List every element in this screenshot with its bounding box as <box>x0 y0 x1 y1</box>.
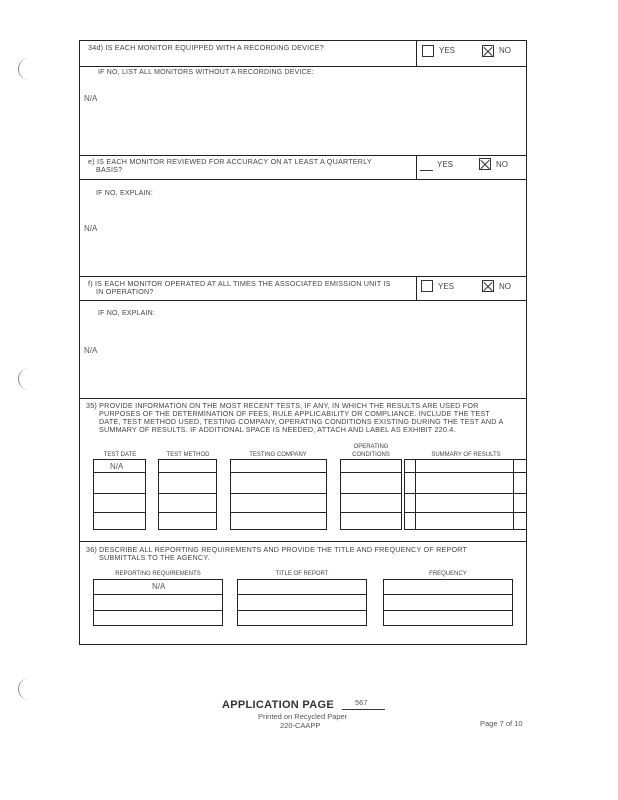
divider <box>79 300 527 301</box>
col-header-frequency: FREQUENCY <box>429 571 467 577</box>
col-header-operating-2: CONDITIONS <box>352 452 390 458</box>
q36-line2: SUBMITTALS TO THE AGENCY. <box>99 553 210 562</box>
divider <box>79 66 527 67</box>
reporting-requirements-cell[interactable]: N/A <box>152 582 166 591</box>
frequency-column <box>383 579 513 626</box>
divider <box>79 179 527 180</box>
q36-line1: 36) DESCRIBE ALL REPORTING REQUIREMENTS AND PROVIDE THE TITLE AND FREQUENCY OF REPORT <box>86 545 468 554</box>
title-of-report-column <box>237 579 367 626</box>
divider <box>415 459 416 530</box>
divider <box>79 541 527 542</box>
q34f-answer[interactable]: N/A <box>84 346 98 355</box>
col-header-summary: SUMMARY OF RESULTS <box>431 452 501 458</box>
q34f-question-line2: IN OPERATION? <box>96 287 154 296</box>
page-number-underline <box>342 709 385 710</box>
divider <box>416 40 417 67</box>
q35-line4: SUMMARY OF RESULTS. IF ADDITIONAL SPACE IS NEEDED, ATTACH AND LABEL AS EXHIBIT 220.4. <box>99 425 456 434</box>
binding-hole-mark <box>18 678 33 700</box>
q34d-no-checkbox[interactable] <box>482 45 494 57</box>
divider <box>79 155 527 156</box>
q34d-question: 34d) IS EACH MONITOR EQUIPPED WITH A RECORDING DEVICE? <box>88 43 324 52</box>
q34d-prompt: IF NO, LIST ALL MONITORS WITHOUT A RECORDING DEVICE: <box>98 69 314 76</box>
divider <box>513 459 514 530</box>
q34e-yes-label: YES <box>437 160 454 169</box>
q34f-prompt: IF NO, EXPLAIN: <box>98 310 156 317</box>
operating-conditions-column <box>340 459 402 530</box>
recycled-paper-note: Printed on Recycled Paper <box>258 712 348 721</box>
application-page-label: APPLICATION PAGE <box>222 699 334 711</box>
q35-line1: 35) PROVIDE INFORMATION ON THE MOST RECENT TESTS, IF ANY, IN WHICH THE RESULTS ARE USED FOR <box>86 401 479 410</box>
q34f-question-line1: f) IS EACH MONITOR OPERATED AT ALL TIMES THE ASSOCIATED EMISSION UNIT IS <box>88 279 391 288</box>
q34e-yes-checkbox[interactable] <box>420 170 433 171</box>
summary-column <box>404 459 527 530</box>
q34e-no-checkbox[interactable] <box>479 158 491 170</box>
test-method-column <box>158 459 217 530</box>
q35-line2: PURPOSES OF THE DETERMINATION OF FEES, RULE APPLICABILITY OR COMPLIANCE. INCLUDE THE TEST <box>99 409 490 418</box>
col-header-title-of-report: TITLE OF REPORT <box>275 571 329 577</box>
q34e-prompt: IF NO, EXPLAIN: <box>96 190 154 197</box>
q34f-no-checkbox[interactable] <box>482 280 494 292</box>
form-code: 220-CAAPP <box>280 721 321 730</box>
q34f-no-label: NO <box>499 282 511 291</box>
col-header-test-date: TEST DATE <box>103 452 137 458</box>
col-header-testing-company: TESTING COMPANY <box>249 452 307 458</box>
divider <box>416 276 417 300</box>
q34e-no-label: NO <box>496 160 508 169</box>
q34e-question-line1: e) IS EACH MONITOR REVIEWED FOR ACCURACY ON AT LEAST A QUARTERLY <box>88 157 372 166</box>
q34d-answer[interactable]: N/A <box>84 94 98 103</box>
binding-hole-mark <box>18 58 33 80</box>
q34d-yes-label: YES <box>439 46 456 55</box>
divider <box>79 276 527 277</box>
q34f-yes-checkbox[interactable] <box>421 280 433 292</box>
col-header-test-method: TEST METHOD <box>166 452 210 458</box>
page-of-count: Page 7 of 10 <box>480 719 523 728</box>
col-header-reporting-requirements: REPORTING REQUIREMENTS <box>115 571 201 577</box>
q34d-no-label: NO <box>499 46 511 55</box>
divider <box>79 398 527 399</box>
q34e-question-line2: BASIS? <box>96 165 123 174</box>
q34e-answer[interactable]: N/A <box>84 224 98 233</box>
q35-line3: DATE, TEST METHOD USED, TESTING COMPANY, OPERATING CONDITIONS EXISTING DURING THE TEST AND A <box>99 417 504 426</box>
divider <box>416 155 417 179</box>
testing-company-column <box>230 459 327 530</box>
col-header-operating-1: OPERATING <box>353 444 389 450</box>
application-page-number: 567 <box>355 698 368 707</box>
binding-hole-mark <box>18 368 33 390</box>
q34f-yes-label: YES <box>438 282 455 291</box>
test-date-cell[interactable]: N/A <box>110 462 124 471</box>
q34d-yes-checkbox[interactable] <box>422 45 434 57</box>
